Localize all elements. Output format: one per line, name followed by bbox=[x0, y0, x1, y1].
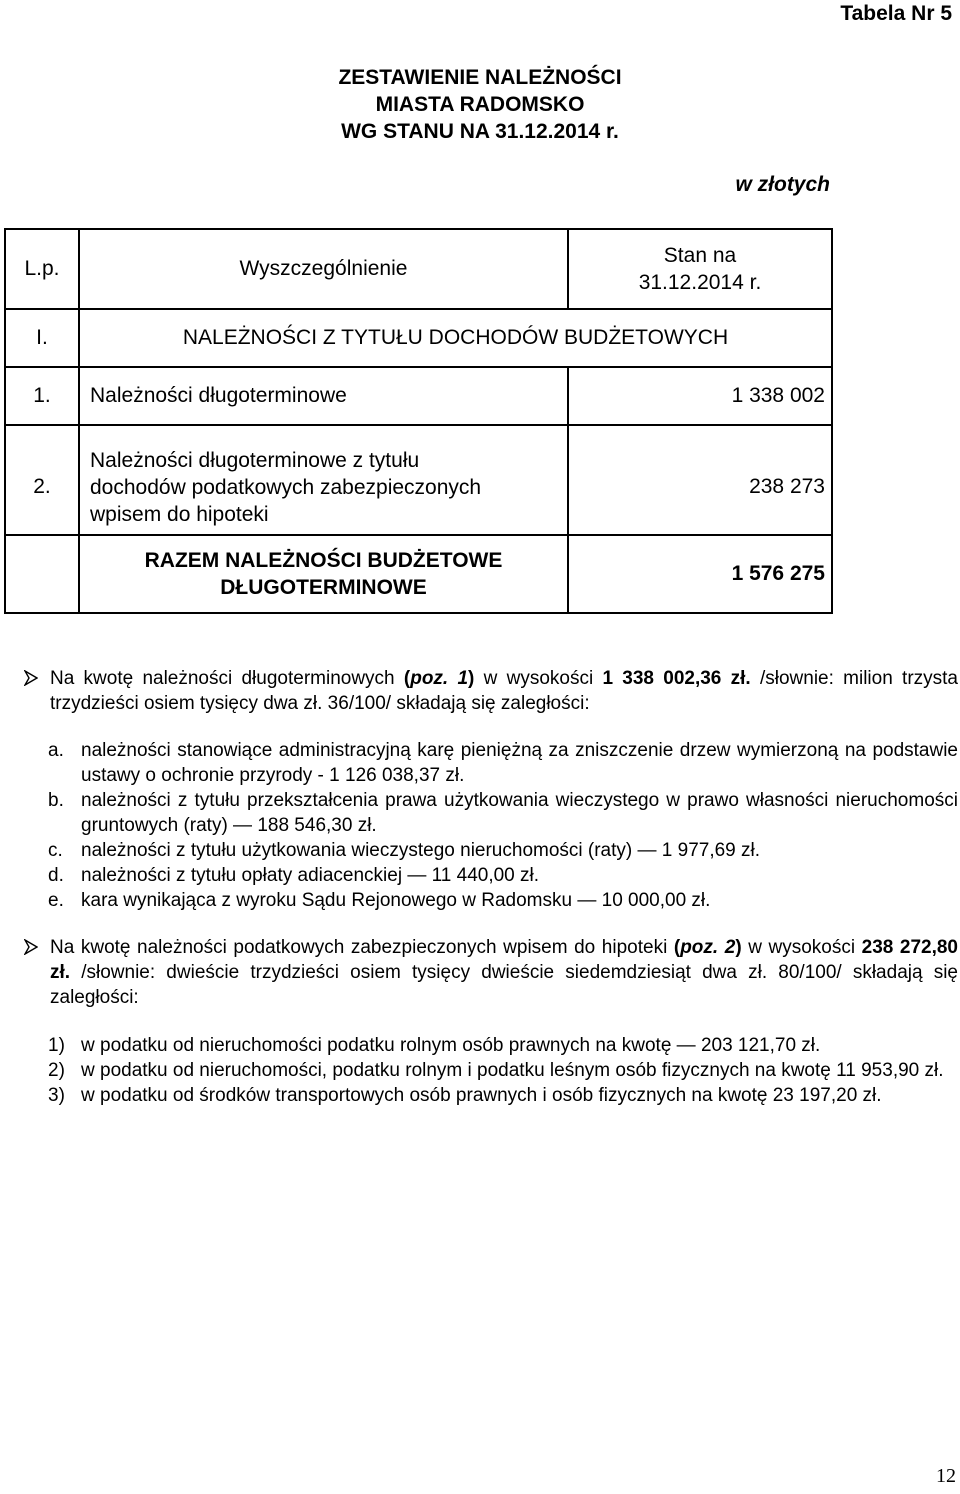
table-header-row bbox=[5, 229, 832, 309]
title-line-2: MIASTA RADOMSKO bbox=[375, 93, 585, 116]
list-item-text: należności stanowiące administracyjną karę pieniężną za zniszczenie drzew wymierzoną na podstawie ustawy o ochronie przyrody - 1 126 038,37 zł. bbox=[81, 740, 958, 786]
list-item-label: a. bbox=[48, 740, 64, 761]
list-item-label: c. bbox=[48, 840, 63, 861]
position-ref: poz. 1 bbox=[410, 668, 469, 689]
list-item-label: d. bbox=[48, 865, 64, 886]
list-item bbox=[48, 1058, 958, 1083]
list-item bbox=[48, 888, 958, 913]
amount-text: 238 272,80 zł. bbox=[50, 937, 958, 983]
list-item-text: należności z tytułu opłaty adiacenckiej — 11 440,00 zł. bbox=[81, 865, 540, 886]
text-span: ) bbox=[468, 668, 475, 689]
row-description bbox=[79, 425, 568, 535]
lettered-list bbox=[48, 738, 958, 913]
text-span: w wysokości bbox=[474, 668, 603, 689]
list-item-text: należności z tytułu przekształcenia prawa użytkowania wieczystego w prawo własności nieruchomości gruntowych (raty) — 188 546,30 zł. bbox=[81, 790, 958, 836]
row-number: 1. bbox=[5, 367, 79, 425]
amount-text: 1 338 002,36 zł. bbox=[602, 668, 751, 689]
total-number bbox=[5, 535, 79, 613]
row-description-line: dochodów podatkowych zabezpieczonych bbox=[90, 475, 482, 499]
row-description-line: wpisem do hipoteki bbox=[90, 502, 269, 526]
title-line-3: WG STANU NA 31.12.2014 r. bbox=[341, 120, 619, 143]
text-span: Na kwotę należności podatkowych zabezpieczonych wpisem do hipoteki bbox=[50, 937, 674, 958]
header-value bbox=[568, 229, 832, 309]
list-item bbox=[48, 838, 958, 863]
list-item bbox=[48, 788, 958, 838]
list-item bbox=[48, 1033, 958, 1058]
page-number: 12 bbox=[936, 1465, 956, 1487]
table-row bbox=[5, 425, 832, 535]
total-label-line-1: RAZEM NALEŻNOŚCI BUDŻETOWE bbox=[144, 549, 503, 572]
arrow-bullet-icon bbox=[24, 670, 38, 686]
text-span: ( bbox=[403, 668, 411, 689]
text-span: ) bbox=[735, 937, 742, 958]
currency-unit: w złotych bbox=[735, 173, 830, 196]
list-item-text: kara wynikająca z wyroku Sądu Rejonowego w Radomsku — 10 000,00 zł. bbox=[81, 890, 711, 911]
text-span: /słownie: milion trzysta trzydzieści osiem tysięcy dwa zł. 36/100/ składają się zaległości: bbox=[50, 668, 958, 714]
title-line-1: ZESTAWIENIE NALEŻNOŚCI bbox=[338, 66, 622, 89]
bullet-paragraph-2 bbox=[24, 935, 958, 1010]
text-span: /słownie: dwieście trzydzieści osiem tysięcy dwieście siedemdziesiąt dwa zł. 80/100/ składają się zaległości: bbox=[50, 962, 958, 1008]
list-item bbox=[48, 1083, 958, 1108]
bullet-paragraph-1 bbox=[24, 666, 958, 716]
list-item-label: 3) bbox=[48, 1085, 65, 1106]
header-value-line-1: Stan na bbox=[663, 244, 737, 267]
bullet-text bbox=[50, 666, 958, 716]
total-label-line-2: DŁUGOTERMINOWE bbox=[220, 576, 427, 599]
list-item-label: e. bbox=[48, 890, 64, 911]
position-ref: poz. 2 bbox=[680, 937, 736, 958]
table-row bbox=[5, 367, 832, 425]
row-value: 238 273 bbox=[568, 425, 832, 535]
total-value: 1 576 275 bbox=[568, 535, 832, 613]
row-description: Należności długoterminowe bbox=[79, 367, 568, 425]
text-span: ( bbox=[673, 937, 681, 958]
list-item-label: b. bbox=[48, 790, 64, 811]
list-item-label: 2) bbox=[48, 1060, 65, 1081]
list-item-text: w podatku od środków transportowych osób prawnych i osób fizycznych na kwotę 23 197,20 zł. bbox=[81, 1085, 882, 1106]
table-section-row bbox=[5, 309, 832, 367]
header-value-line-2: 31.12.2014 r. bbox=[638, 271, 762, 294]
list-item-text: w podatku od nieruchomości, podatku rolnym i podatku leśnym osób fizycznych na kwotę 11 953,90 zł. bbox=[81, 1060, 944, 1081]
row-number: 2. bbox=[5, 425, 79, 535]
list-item-text: w podatku od nieruchomości podatku rolnym osób prawnych na kwotę — 203 121,70 zł. bbox=[81, 1035, 821, 1056]
section-number: I. bbox=[5, 309, 79, 367]
row-description-line: Należności długoterminowe z tytułu bbox=[90, 448, 420, 472]
list-item-label: 1) bbox=[48, 1035, 65, 1056]
section-title: NALEŻNOŚCI Z TYTUŁU DOCHODÓW BUDŻETOWYCH bbox=[79, 309, 832, 367]
text-span: w wysokości bbox=[741, 937, 862, 958]
numbered-list bbox=[48, 1033, 958, 1108]
document-title bbox=[0, 64, 960, 145]
header-description: Wyszczególnienie bbox=[79, 229, 568, 309]
list-item bbox=[48, 863, 958, 888]
row-value: 1 338 002 bbox=[568, 367, 832, 425]
receivables-table bbox=[4, 228, 833, 614]
arrow-bullet-icon bbox=[24, 939, 38, 955]
header-lp: L.p. bbox=[5, 229, 79, 309]
bullet-text bbox=[50, 935, 958, 1010]
text-span: Na kwotę należności długoterminowych bbox=[50, 668, 404, 689]
table-total-row bbox=[5, 535, 832, 613]
table-number-label: Tabela Nr 5 bbox=[840, 2, 952, 25]
total-label bbox=[79, 535, 568, 613]
list-item bbox=[48, 738, 958, 788]
list-item-text: należności z tytułu użytkowania wieczystego nieruchomości (raty) — 1 977,69 zł. bbox=[81, 840, 761, 861]
